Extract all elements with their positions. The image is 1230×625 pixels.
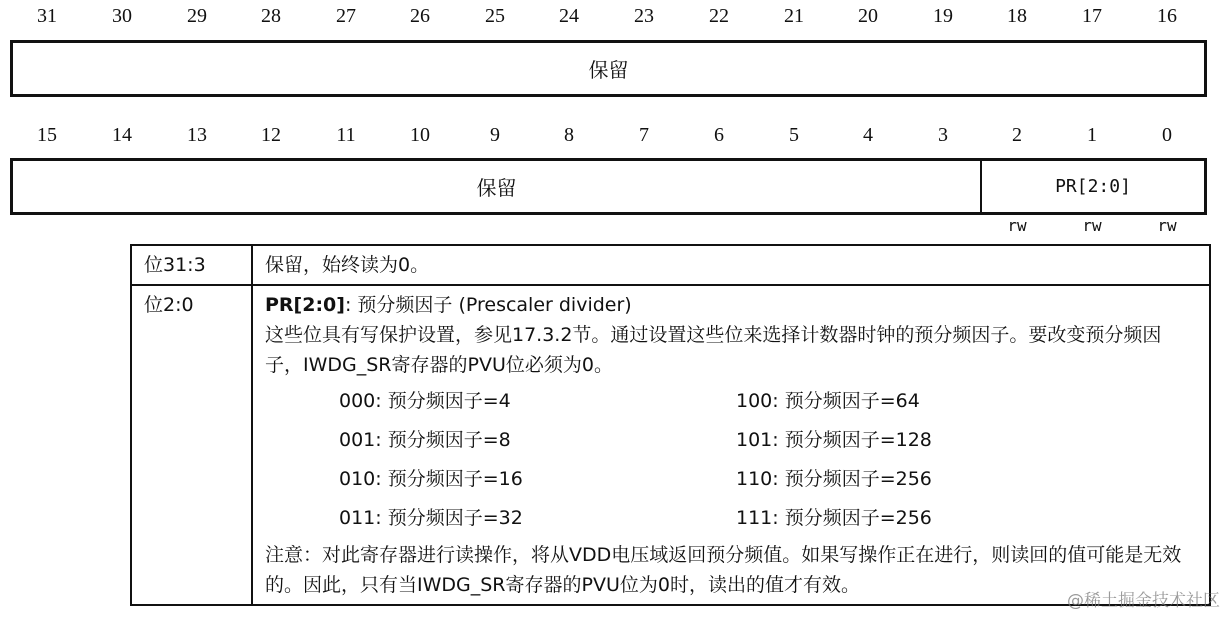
bit-number: 20	[858, 5, 878, 27]
access-rw: rw	[1082, 216, 1102, 235]
access-types	[10, 216, 1204, 240]
value-item: 111: 预分频因子=256	[736, 507, 932, 529]
bit-range: 位2:0	[144, 294, 194, 316]
description-cell	[252, 245, 1210, 285]
table-row	[131, 285, 1210, 605]
field-title	[265, 290, 1197, 320]
bit-description-table	[130, 244, 1211, 606]
reserved-field-upper: 保留	[588, 58, 629, 82]
bit-number: 17	[1082, 5, 1102, 27]
bit-number: 21	[784, 5, 804, 27]
value-item: 100: 预分频因子=64	[736, 390, 920, 412]
pr-field: PR[2:0]	[980, 161, 1204, 212]
field-title-rest: : 预分频因子 (Prescaler divider)	[344, 294, 632, 316]
bit-number: 2	[1012, 124, 1022, 146]
lower-bit-numbers	[10, 121, 1204, 149]
bit-range: 位31:3	[144, 254, 206, 276]
bit-number: 9	[490, 124, 500, 146]
bit-number: 1	[1087, 124, 1097, 146]
value-item: 110: 预分频因子=256	[736, 468, 932, 490]
access-rw: rw	[1007, 216, 1027, 235]
reserved-field-lower: 保留	[476, 176, 517, 200]
bit-number: 11	[336, 124, 356, 146]
bit-number: 23	[634, 5, 654, 27]
bit-number: 29	[187, 5, 207, 27]
bit-number: 27	[336, 5, 356, 27]
bit-number: 28	[261, 5, 281, 27]
field-name: PR[2:0]	[265, 294, 345, 316]
bit-number: 19	[933, 5, 953, 27]
bit-number: 24	[559, 5, 579, 27]
register-upper-row	[10, 40, 1207, 97]
bit-number: 15	[37, 124, 57, 146]
bit-range-cell	[131, 245, 252, 285]
access-rw: rw	[1157, 216, 1177, 235]
watermark: @稀土掘金技术社区	[1067, 591, 1220, 611]
register-lower-row	[10, 158, 1207, 215]
bit-number: 13	[187, 124, 207, 146]
value-item: 000: 预分频因子=4	[339, 390, 511, 412]
bit-number: 14	[112, 124, 132, 146]
prescaler-values	[339, 382, 1197, 538]
bit-number: 6	[714, 124, 724, 146]
bit-number: 30	[112, 5, 132, 27]
bit-number: 5	[789, 124, 799, 146]
value-item: 101: 预分频因子=128	[736, 429, 932, 451]
table-row	[131, 245, 1210, 285]
bit-number: 7	[639, 124, 649, 146]
note-paragraph: 注意：对此寄存器进行读操作，将从VDD电压域返回预分频值。如果写操作正在进行，则读回的值可能是无效的。因此，只有当IWDG_SR寄存器的PVU位为0时，读出的值才有效。	[265, 544, 1182, 596]
bit-number: 22	[709, 5, 729, 27]
bit-number: 31	[37, 5, 57, 27]
bit-number: 4	[863, 124, 873, 146]
value-item: 001: 预分频因子=8	[339, 429, 511, 451]
bit-number: 26	[410, 5, 430, 27]
upper-bit-numbers	[10, 2, 1204, 30]
description-text: 保留，始终读为0。	[265, 254, 430, 276]
description-paragraph: 这些位具有写保护设置，参见17.3.2节。通过设置这些位来选择计数器时钟的预分频因子。要改变预分频因子，IWDG_SR寄存器的PVU位必须为0。	[265, 324, 1162, 376]
bit-number: 0	[1162, 124, 1172, 146]
value-item: 011: 预分频因子=32	[339, 507, 523, 529]
bit-number: 12	[261, 124, 281, 146]
value-item: 010: 预分频因子=16	[339, 468, 523, 490]
bit-number: 8	[564, 124, 574, 146]
bit-number: 16	[1157, 5, 1177, 27]
description-cell	[252, 285, 1210, 605]
bit-number: 18	[1007, 5, 1027, 27]
bit-range-cell	[131, 285, 252, 605]
bit-number: 25	[485, 5, 505, 27]
bit-number: 3	[938, 124, 948, 146]
bit-number: 10	[410, 124, 430, 146]
